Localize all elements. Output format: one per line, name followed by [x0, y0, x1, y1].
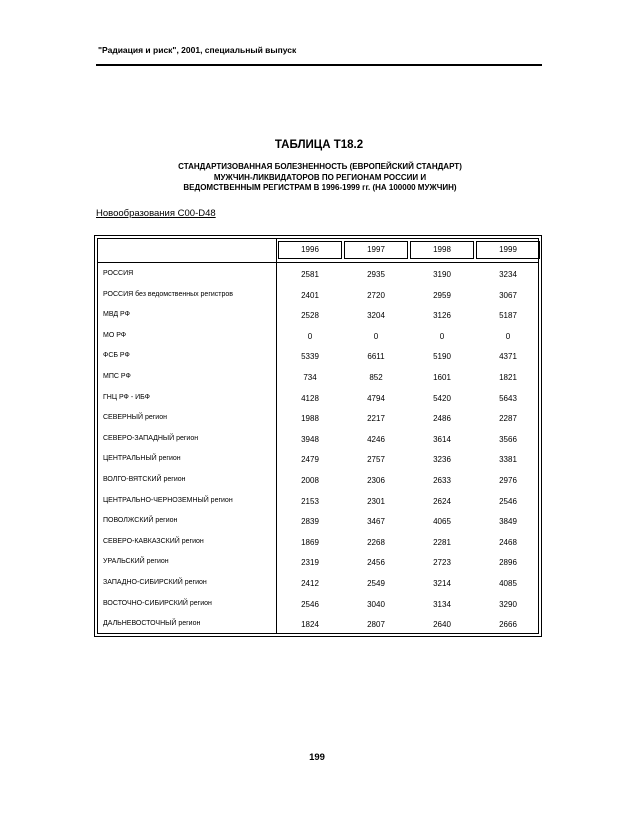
table-row [98, 389, 538, 410]
row-label: РОССИЯ [103, 270, 134, 277]
cell-value: 2217 [367, 414, 385, 424]
cell-value: 6611 [367, 352, 385, 362]
table-row [98, 450, 538, 471]
cell-value: 2287 [499, 414, 517, 424]
cell-value: 4128 [301, 393, 319, 403]
cell-value: 2306 [367, 476, 385, 485]
cell-value: 2528 [301, 311, 319, 321]
cell-value: 2456 [367, 558, 385, 568]
cell-value: 5643 [499, 393, 517, 403]
table-row [98, 492, 538, 513]
table-row [98, 306, 538, 327]
table-row [98, 533, 538, 554]
cell-value: 2301 [367, 496, 385, 506]
cell-value: 1988 [301, 414, 319, 424]
cell-value: 3948 [301, 434, 319, 444]
cell-value: 2624 [433, 496, 451, 506]
cell-value: 4371 [499, 352, 517, 362]
year-header: 1998 [410, 241, 474, 259]
table-row [98, 471, 538, 492]
table-row [98, 430, 538, 451]
table-row [98, 512, 538, 533]
cell-value: 5190 [433, 352, 451, 362]
cell-value: 1869 [301, 537, 319, 547]
cell-value: 2546 [301, 599, 319, 609]
cell-value: 2935 [367, 270, 385, 279]
year-header: 1997 [344, 241, 408, 259]
row-label: ЦЕНТРАЛЬНЫЙ регион [103, 455, 181, 463]
cell-value: 734 [303, 373, 317, 382]
cell-value: 2281 [433, 537, 451, 547]
table-title: ТАБЛИЦА Т18.2 [274, 139, 364, 151]
cell-value: 2720 [367, 290, 385, 300]
cell-value: 3204 [367, 311, 385, 321]
cell-value: 2839 [301, 517, 319, 527]
header-rule [96, 64, 542, 66]
cell-value: 3040 [367, 599, 385, 609]
row-label: ФСБ РФ [103, 352, 130, 360]
cell-value: 2268 [367, 537, 385, 547]
cell-value: 3381 [499, 455, 517, 465]
cell-value: 2479 [301, 455, 319, 465]
cell-value: 2757 [367, 455, 385, 465]
row-label: МО РФ [103, 331, 127, 339]
cell-value: 3849 [499, 517, 517, 527]
table-row [98, 615, 538, 636]
cell-value: 0 [373, 331, 379, 341]
cell-value: 3467 [367, 517, 385, 527]
header-separator [98, 262, 538, 263]
cell-value: 2549 [367, 579, 385, 588]
table-row [98, 286, 538, 307]
section-label: Новообразования С00-D48 [96, 208, 216, 219]
cell-value: 2633 [433, 476, 451, 485]
cell-value: 1824 [301, 620, 319, 630]
subtitle-line: СТАНДАРТИЗОВАННАЯ БОЛЕЗНЕННОСТЬ (ЕВРОПЕЙСКИЙ СТАНДАРТ) [178, 162, 462, 171]
cell-value: 3236 [433, 455, 451, 465]
row-label: ЦЕНТРАЛЬНО-ЧЕРНОЗЕМНЫЙ регион [103, 496, 233, 504]
cell-value: 3134 [433, 599, 451, 609]
cell-value: 2976 [499, 476, 517, 485]
year-header: 1999 [476, 241, 540, 259]
table-row [98, 347, 538, 368]
cell-value: 0 [505, 331, 511, 341]
row-label: СЕВЕРО-ЗАПАДНЫЙ регион [103, 434, 199, 442]
cell-value: 2546 [499, 496, 517, 506]
cell-value: 2319 [301, 558, 319, 568]
cell-value: 3190 [433, 270, 451, 279]
cell-value: 2807 [367, 620, 385, 630]
cell-value: 4085 [499, 579, 517, 588]
cell-value: 0 [439, 331, 445, 341]
cell-value: 852 [369, 373, 383, 382]
table-row [98, 265, 538, 286]
subtitle-line: ВЕДОМСТВЕННЫМ РЕГИСТРАМ В 1996-1999 гг. (НА 100000 МУЖЧИН) [183, 183, 457, 192]
year-header: 1996 [278, 241, 342, 259]
row-label: СЕВЕРО-КАВКАЗСКИЙ регион [103, 537, 204, 545]
row-label: УРАЛЬСКИЙ регион [103, 558, 169, 566]
cell-value: 2401 [301, 290, 319, 300]
cell-value: 1821 [499, 373, 517, 382]
data-table [94, 235, 542, 637]
row-label: МВД РФ [103, 311, 130, 319]
cell-value: 2486 [433, 414, 451, 424]
row-label: ВОЛГО-ВЯТСКИЙ регион [103, 476, 186, 483]
cell-value: 2896 [499, 558, 517, 568]
cell-value: 5187 [499, 311, 517, 321]
page-number: 199 [309, 752, 325, 763]
cell-value: 4794 [367, 393, 385, 403]
cell-value: 5420 [433, 393, 451, 403]
cell-value: 2008 [301, 476, 319, 485]
row-label: РОССИЯ без ведомственных регистров [103, 290, 234, 298]
cell-value: 3067 [499, 290, 517, 300]
table-row [98, 368, 538, 389]
table-row [98, 409, 538, 430]
cell-value: 3290 [499, 599, 517, 609]
cell-value: 3614 [433, 434, 451, 444]
cell-value: 2412 [301, 579, 319, 588]
table-subtitle [120, 162, 520, 194]
row-label: СЕВЕРНЫЙ регион [103, 414, 167, 422]
cell-value: 4246 [367, 434, 385, 444]
cell-value: 2153 [301, 496, 319, 506]
row-label: МПС РФ [103, 373, 131, 380]
cell-value: 2581 [301, 270, 319, 279]
running-header: "Радиация и риск", 2001, специальный выпуск [98, 45, 297, 55]
subtitle-line: МУЖЧИН-ЛИКВИДАТОРОВ ПО РЕГИОНАМ РОССИИ И [213, 172, 427, 182]
row-label: ПОВОЛЖСКИЙ регион [103, 517, 178, 525]
row-label: ДАЛЬНЕВОСТОЧНЫЙ регион [103, 620, 201, 628]
table-row [98, 553, 538, 574]
cell-value: 2666 [499, 620, 517, 630]
cell-value: 0 [307, 331, 313, 341]
row-label: ЗАПАДНО-СИБИРСКИЙ регион [103, 579, 207, 586]
cell-value: 2468 [499, 537, 517, 547]
cell-value: 5339 [301, 352, 319, 362]
row-label: ВОСТОЧНО-СИБИРСКИЙ регион [103, 599, 212, 607]
table-row [98, 595, 538, 616]
row-label: ГНЦ РФ - ИБФ [103, 393, 150, 401]
cell-value: 3234 [499, 270, 517, 279]
cell-value: 3126 [433, 311, 451, 321]
cell-value: 1601 [433, 373, 451, 382]
cell-value: 3214 [433, 579, 451, 588]
table-row [98, 327, 538, 348]
cell-value: 3566 [499, 434, 517, 444]
cell-value: 2959 [433, 290, 451, 300]
table-row [98, 574, 538, 595]
table-inner-border [97, 238, 539, 634]
cell-value: 2723 [433, 558, 451, 568]
cell-value: 4065 [433, 517, 451, 527]
cell-value: 2640 [433, 620, 451, 630]
